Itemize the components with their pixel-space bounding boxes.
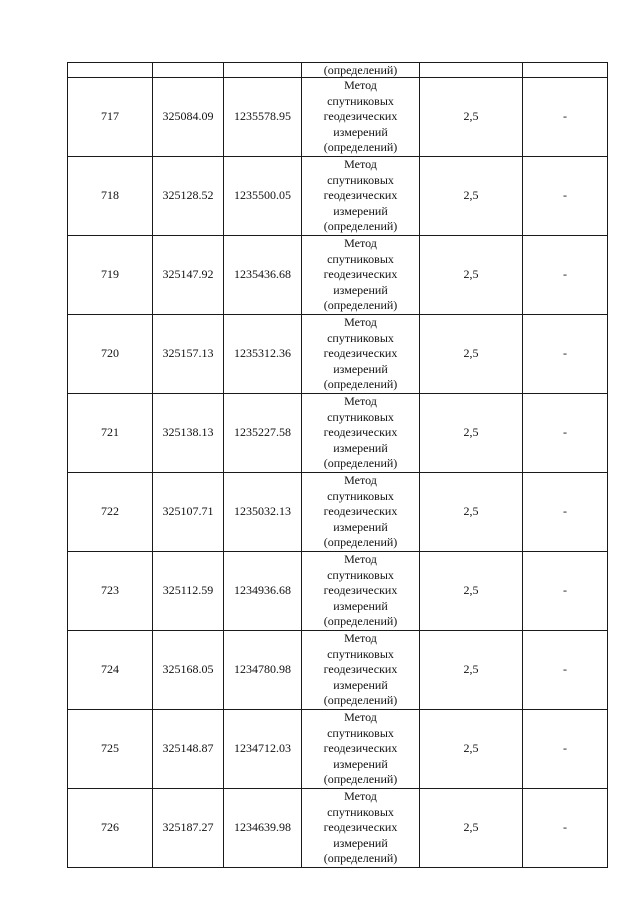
note-cell: - bbox=[523, 631, 608, 710]
accuracy-cell: 2,5 bbox=[420, 473, 523, 552]
accuracy-cell: 2,5 bbox=[420, 552, 523, 631]
method-text: Метод спутниковых геодезических измерений (определений) bbox=[323, 236, 398, 313]
method-cell bbox=[302, 710, 420, 789]
note-cell: - bbox=[523, 315, 608, 394]
x-coordinate-cell: 325138.13 bbox=[153, 394, 224, 473]
note-cell: - bbox=[523, 473, 608, 552]
table-row bbox=[68, 631, 608, 710]
y-coordinate-cell: 1234639.98 bbox=[224, 789, 302, 868]
note-cell: - bbox=[523, 394, 608, 473]
table-row bbox=[68, 710, 608, 789]
x-coordinate-cell: 325187.27 bbox=[153, 789, 224, 868]
accuracy-cell: 2,5 bbox=[420, 315, 523, 394]
accuracy-cell: 2,5 bbox=[420, 78, 523, 157]
accuracy-cell: 2,5 bbox=[420, 710, 523, 789]
x-coordinate-cell: 325147.92 bbox=[153, 236, 224, 315]
y-coordinate-cell: 1235312.36 bbox=[224, 315, 302, 394]
note-cell: - bbox=[523, 552, 608, 631]
coordinates-table-body bbox=[68, 63, 608, 868]
continuation-row bbox=[68, 63, 608, 78]
accuracy-cell: 2,5 bbox=[420, 236, 523, 315]
method-cell bbox=[302, 236, 420, 315]
y-coordinate-cell: 1234780.98 bbox=[224, 631, 302, 710]
accuracy-cell: 2,5 bbox=[420, 157, 523, 236]
method-cell bbox=[302, 157, 420, 236]
point-number-cell: 722 bbox=[68, 473, 153, 552]
x-coordinate-cell: 325084.09 bbox=[153, 78, 224, 157]
method-text: Метод спутниковых геодезических измерений (определений) bbox=[323, 789, 398, 866]
y-coordinate-cell: 1235032.13 bbox=[224, 473, 302, 552]
coordinates-table bbox=[67, 62, 608, 868]
table-row bbox=[68, 236, 608, 315]
note-cell: - bbox=[523, 710, 608, 789]
method-text: Метод спутниковых геодезических измерений (определений) bbox=[323, 710, 398, 787]
method-cell bbox=[302, 315, 420, 394]
point-number-cell: 721 bbox=[68, 394, 153, 473]
y-coordinate-cell: 1235500.05 bbox=[224, 157, 302, 236]
x-coordinate-cell: 325168.05 bbox=[153, 631, 224, 710]
point-number-cell: 724 bbox=[68, 631, 153, 710]
y-coordinate-cell: 1235436.68 bbox=[224, 236, 302, 315]
note-cell: - bbox=[523, 157, 608, 236]
table-row bbox=[68, 394, 608, 473]
table-row bbox=[68, 315, 608, 394]
y-coordinate-cell: 1235578.95 bbox=[224, 78, 302, 157]
y-coordinate-cell: 1234936.68 bbox=[224, 552, 302, 631]
method-text: Метод спутниковых геодезических измерений (определений) bbox=[323, 315, 398, 392]
x-coordinate-cell: 325107.71 bbox=[153, 473, 224, 552]
point-number-cell: 725 bbox=[68, 710, 153, 789]
table-row bbox=[68, 789, 608, 868]
method-cell bbox=[302, 394, 420, 473]
note-cell bbox=[523, 63, 608, 78]
point-number-cell: 717 bbox=[68, 78, 153, 157]
accuracy-cell: 2,5 bbox=[420, 394, 523, 473]
method-text: Метод спутниковых геодезических измерений (определений) bbox=[323, 552, 398, 629]
note-cell: - bbox=[523, 789, 608, 868]
method-cell bbox=[302, 78, 420, 157]
method-text: Метод спутниковых геодезических измерений (определений) bbox=[323, 631, 398, 708]
accuracy-cell: 2,5 bbox=[420, 631, 523, 710]
x-coordinate-cell: 325112.59 bbox=[153, 552, 224, 631]
table-row bbox=[68, 78, 608, 157]
table-row bbox=[68, 552, 608, 631]
note-cell: - bbox=[523, 78, 608, 157]
method-cell bbox=[302, 552, 420, 631]
accuracy-cell bbox=[420, 63, 523, 78]
y-coordinate-cell: 1235227.58 bbox=[224, 394, 302, 473]
x-coordinate-cell: 325157.13 bbox=[153, 315, 224, 394]
y-cell bbox=[224, 63, 302, 78]
method-text: Метод спутниковых геодезических измерений (определений) bbox=[323, 157, 398, 234]
y-coordinate-cell: 1234712.03 bbox=[224, 710, 302, 789]
table-row bbox=[68, 473, 608, 552]
method-cell bbox=[302, 473, 420, 552]
x-coordinate-cell: 325148.87 bbox=[153, 710, 224, 789]
method-text: Метод спутниковых геодезических измерений (определений) bbox=[323, 78, 398, 155]
accuracy-cell: 2,5 bbox=[420, 789, 523, 868]
x-coordinate-cell: 325128.52 bbox=[153, 157, 224, 236]
point-number-cell: 723 bbox=[68, 552, 153, 631]
note-cell: - bbox=[523, 236, 608, 315]
point-number-cell: 718 bbox=[68, 157, 153, 236]
point-cell bbox=[68, 63, 153, 78]
method-text: Метод спутниковых геодезических измерений (определений) bbox=[323, 473, 398, 550]
point-number-cell: 719 bbox=[68, 236, 153, 315]
x-cell bbox=[153, 63, 224, 78]
method-cell bbox=[302, 789, 420, 868]
point-number-cell: 726 bbox=[68, 789, 153, 868]
method-cell bbox=[302, 631, 420, 710]
method-text: Метод спутниковых геодезических измерений (определений) bbox=[323, 394, 398, 471]
point-number-cell: 720 bbox=[68, 315, 153, 394]
method-cell: (определений) bbox=[302, 63, 420, 78]
table-row bbox=[68, 157, 608, 236]
